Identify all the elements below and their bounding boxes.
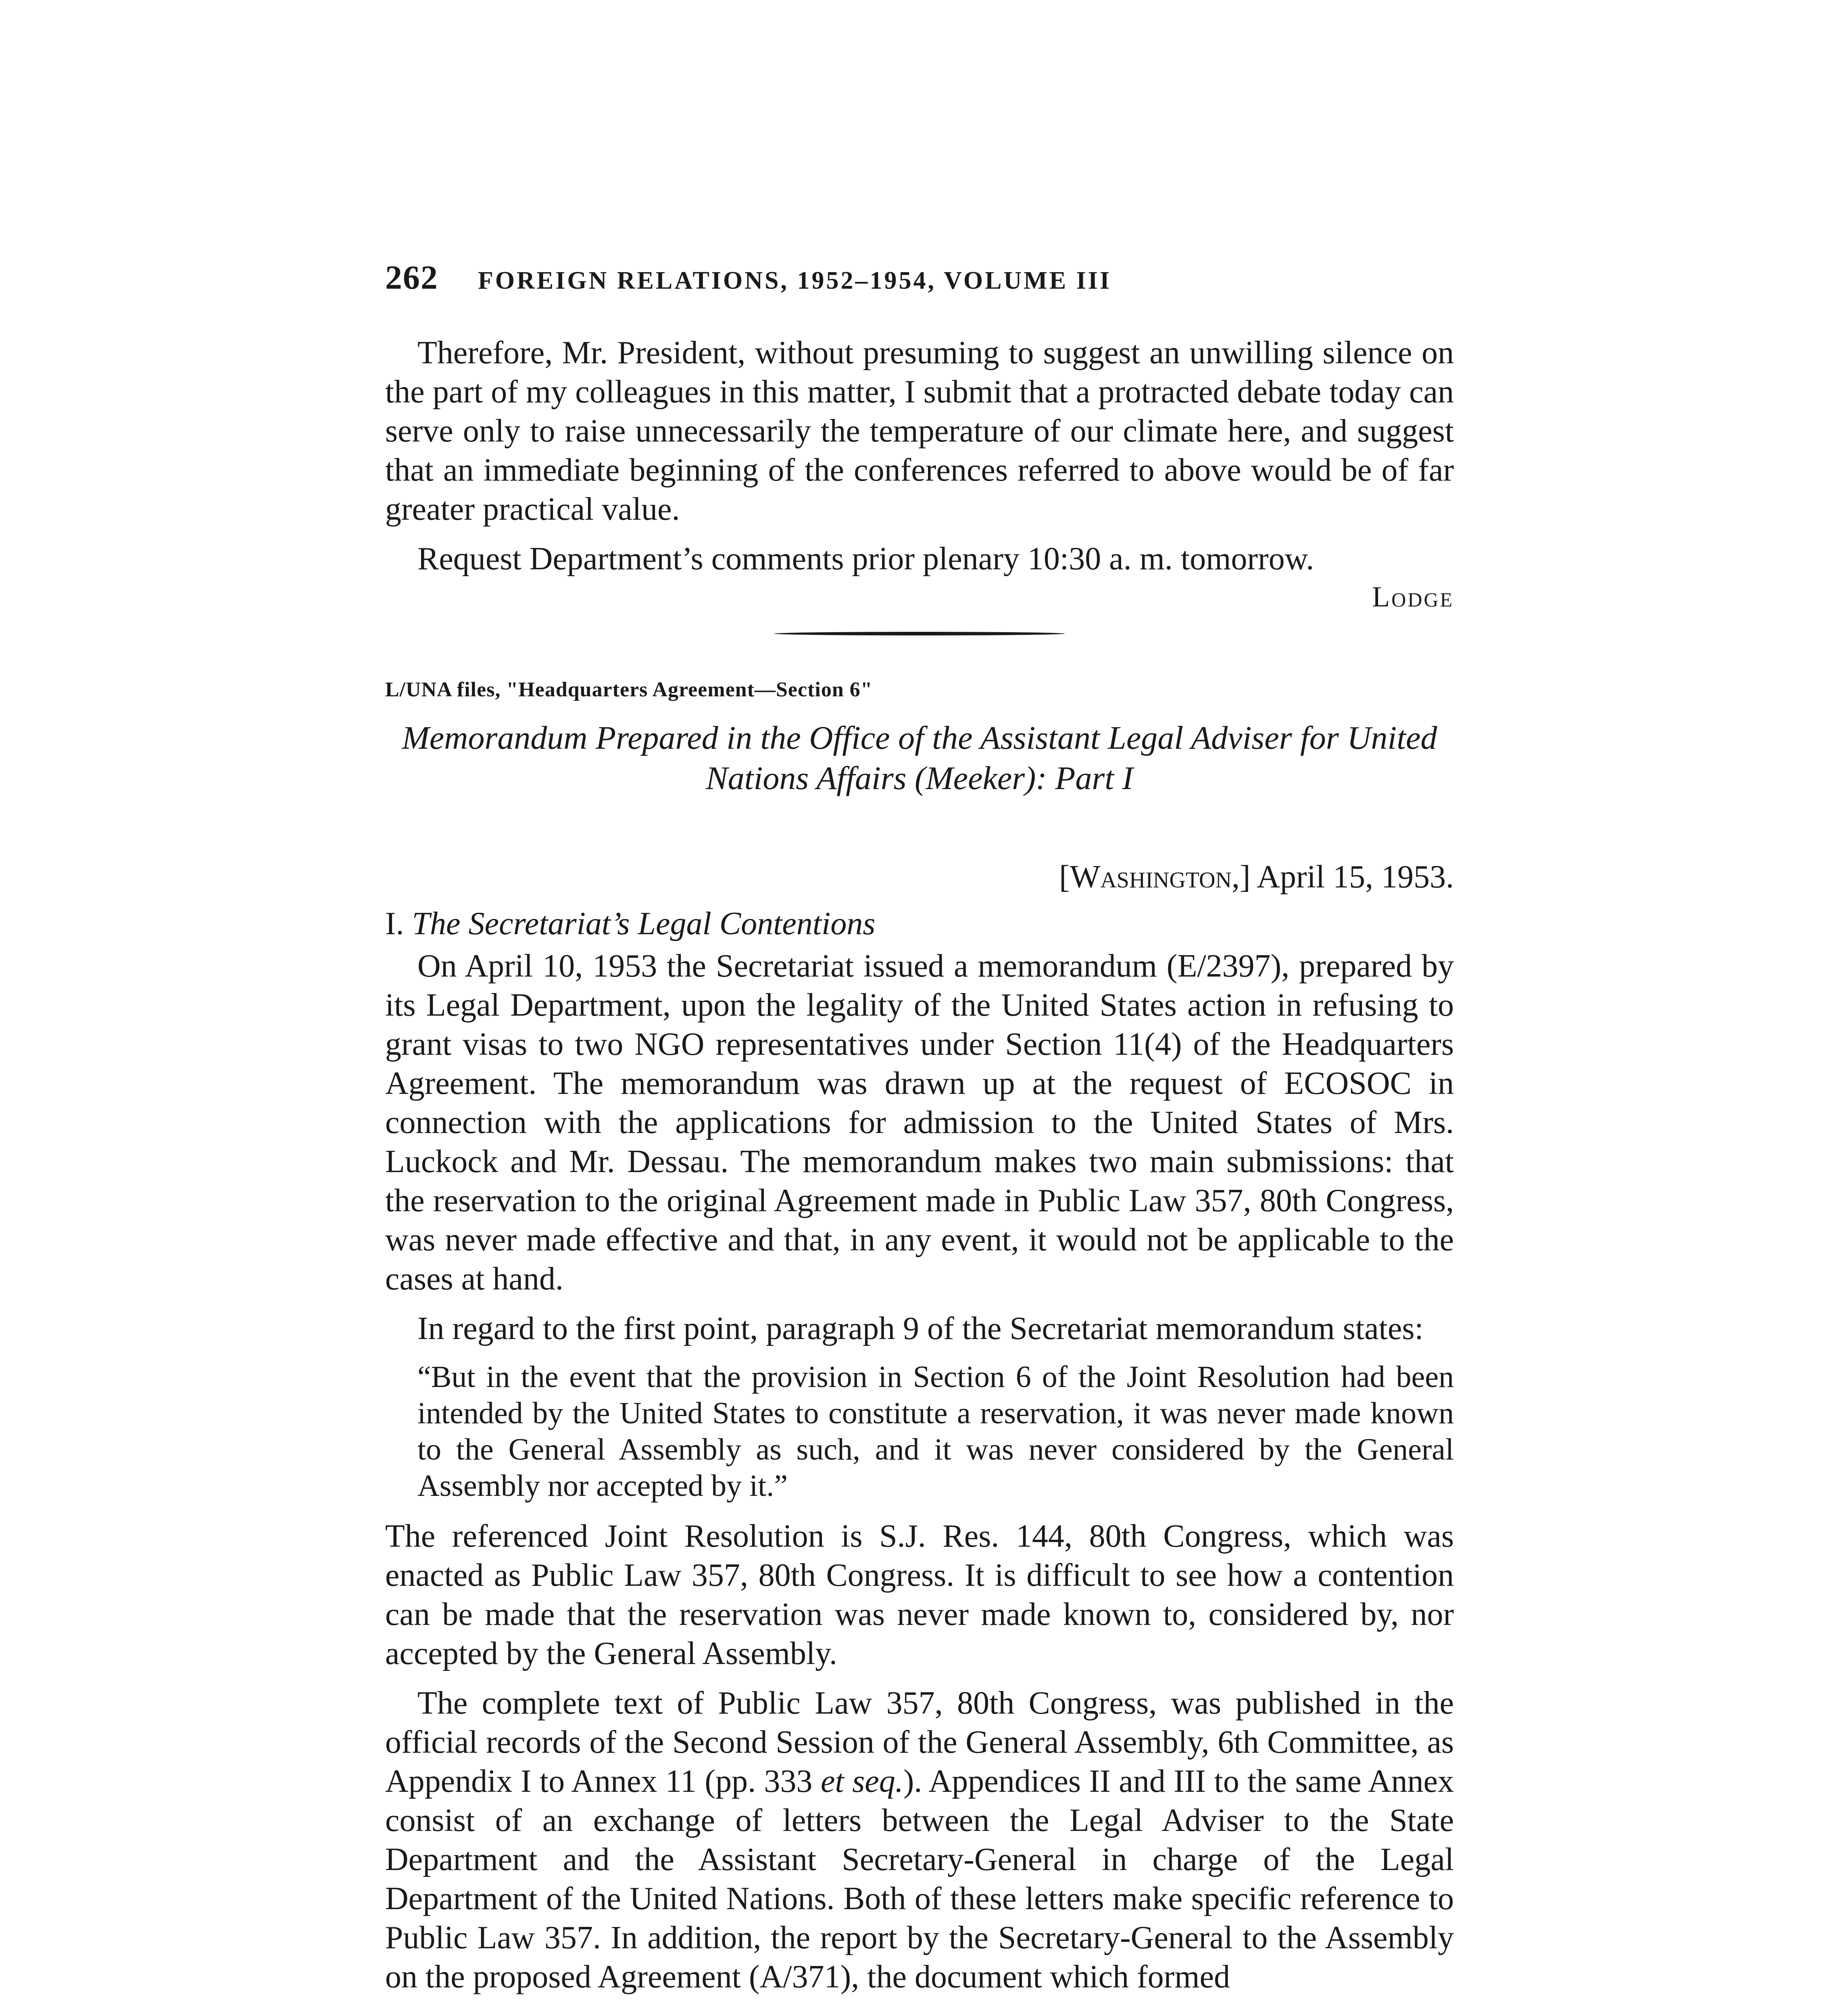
- block-quote: “But in the event that the provision in Section 6 of the Joint Resolution had been intended by the United States to constitute a reservation, it was never made known to the General Assembly as such, and it was never considered by the General Assembly nor accepted by it.”: [417, 1360, 1454, 1503]
- signature: Lodge: [1372, 581, 1454, 613]
- page-number: 262: [385, 259, 438, 296]
- page-header: [385, 258, 1454, 297]
- running-title: FOREIGN RELATIONS, 1952–1954, VOLUME III: [478, 267, 1111, 294]
- dateline-date: April 15, 1953.: [1257, 859, 1454, 895]
- section-number: I.: [385, 906, 404, 941]
- dateline-place: [Washington,]: [1059, 859, 1251, 895]
- document-title: Memorandum Prepared in the Office of the Assistant Legal Adviser for United Nations Affairs (Meeker): Part I: [402, 719, 1437, 796]
- section-title: The Secretariat’s Legal Contentions: [412, 906, 876, 941]
- body-paragraph: On April 10, 1953 the Secretariat issued a memorandum (E/2397), prepared by its Legal Department, upon the legality of the United States action in refusing to grant visas to two NGO representatives under Section 11(4) of the Headquarters Agreement. The memorandum was drawn up at the request of ECOSOC in connection with the applications for admission to the United States of Mrs. Luckock and Mr. Dessau. The memorandum makes two main submissions: that the reservation to the original Agreement made in Public Law 357, 80th Congress, was never made effective and that, in any event, it would not be applicable to the cases at hand.: [385, 948, 1454, 1297]
- source-note: L/UNA files, "Headquarters Agreement—Section 6": [385, 678, 873, 701]
- request-paragraph: Request Department’s comments prior plenary 10:30 a. m. tomorrow.: [417, 541, 1314, 577]
- section-heading: [385, 904, 1454, 943]
- intro-paragraph: Therefore, Mr. President, without presuming to suggest an unwilling silence on the part of my colleagues in this matter, I submit that a protracted debate today can serve only to raise unnecessarily the temperature of our climate here, and suggest that an immediate beginning of the conferences referred to above would be of far greater practical value.: [385, 335, 1454, 527]
- body-paragraph: In regard to the first point, paragraph 9 of the Secretariat memorandum states:: [417, 1311, 1424, 1346]
- final-paragraph-part1: The complete text of Public Law 357, 80th Congress, was published in the official records of the Second Session of the General Assembly, 6th Committee, as Appendix I to Annex 11 (pp. 333: [385, 1685, 1454, 1799]
- final-paragraph-italic: et seq.: [820, 1764, 903, 1799]
- section-divider: [774, 632, 1065, 635]
- final-paragraph-part2: ). Appendices II and III to the same Annex consist of an exchange of letters between the Legal Adviser to the State Department and the Assistant Secretary-General in charge of the Legal Department of the United Nations. Both of these letters make specific reference to Public Law 357. In addition, the report by the Secretary-General to the Assembly on the proposed Agreement (A/371), the document which formed: [385, 1764, 1454, 1995]
- final-paragraph: [385, 1684, 1454, 1997]
- document-page: [385, 258, 1454, 1997]
- after-quote-paragraph: The referenced Joint Resolution is S.J. Res. 144, 80th Congress, which was enacted as Public Law 357, 80th Congress. It is difficult to see how a contention can be made that the reservation was never made known to, considered by, nor accepted by the General Assembly.: [385, 1518, 1454, 1671]
- dateline: [385, 859, 1454, 896]
